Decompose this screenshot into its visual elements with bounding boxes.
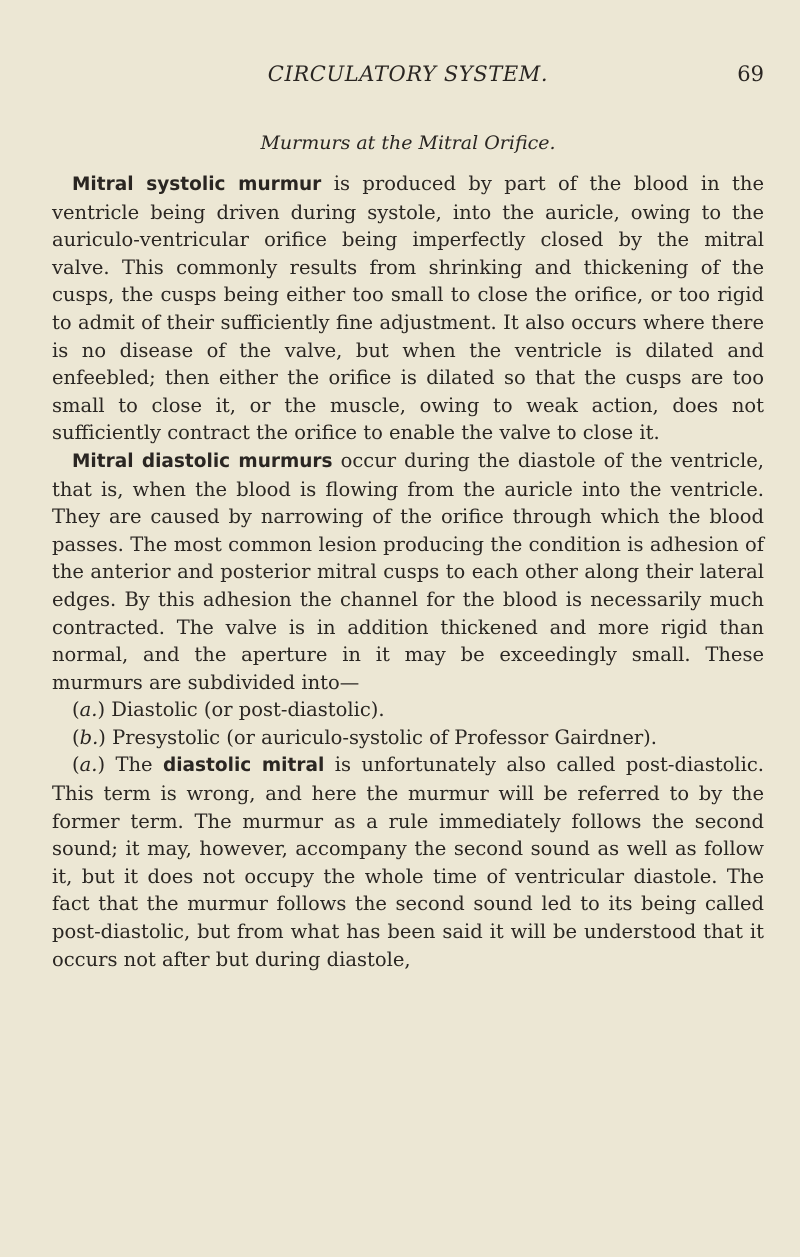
book-page	[52, 0, 764, 1257]
list-label-b: b.	[79, 725, 99, 749]
paragraph-mitral-diastolic	[52, 447, 764, 696]
section-heading: Murmurs at the Mitral Orifice.	[260, 132, 556, 154]
term-mitral-diastolic: Mitral diastolic murmurs	[72, 450, 333, 472]
paragraph-label-a: a.	[79, 753, 98, 777]
term-mitral-systolic: Mitral systolic murmur	[72, 174, 322, 195]
paragraph-text: occur during the diastole of the ventricle, that is, when the blood is flowing from the auricle into the ventricle. They are caused by narrowing of the orifice through which the blood passes. The most common lesion producing the condition is adhesion of the anterior and posterior mitral cusps to each other along their lateral edges. By this adhesion the channel for the blood is necessarily much contracted. The valve is in addition thickened and more rigid than normal, and the aperture in it may be exceedingly small. These murmurs are subdivided into—	[52, 448, 765, 694]
term-diastolic-mitral: diastolic mitral	[162, 755, 325, 777]
page-number: 69	[737, 62, 764, 86]
paragraph-text: is produced by part of the blood in the ventricle being driven during systole, into the auricle, owing to the auriculo-ventricular orifice being imperfectly closed by the mitral valve. This commonly results from shrinking and thickening of the cusps, the cusps being either too small to close the orifice, or too rigid to admit of their sufficiently fine adjustment. It also occurs where there is no disease of the valve, but when the ventricle is dilated and enfeebled; then either the orifice is dilated so that the cusps are too small to close it, or the muscle, owing to weak action, does not sufficiently contract the orifice to enable the valve to close it.	[52, 172, 764, 445]
body-text	[52, 170, 764, 973]
list-label-a: a.	[79, 698, 98, 722]
list-item-b: (b.) Presystolic (or auriculo-systolic of Professor Gairdner).	[72, 725, 657, 749]
paragraph-mitral-systolic	[52, 170, 764, 447]
running-header	[52, 62, 764, 92]
running-title: CIRCULATORY SYSTEM.	[267, 62, 549, 86]
paragraph-text: is unfortunately also called post-diastolic. This term is wrong, and here the murmur will be referred to by the former term. The murmur as a rule immediately follows the second sound; it may, however, accompany the second sound as well as follow it, but it does not occupy the whole time of ventricular diastole. The fact that the murmur follows the second sound led to its being called post-diastolic, but from what has been said it will be understood that it occurs not after but during diastole,	[52, 753, 764, 971]
list-item-a: (a.) Diastolic (or post-diastolic).	[72, 698, 385, 722]
list-item-text: Diastolic (or post-diastolic).	[105, 698, 385, 722]
list-item-text: Presystolic (or auriculo-systolic of Professor Gairdner).	[105, 725, 657, 749]
paragraph-diastolic-mitral: (a.) The diastolic mitral is unfortunately also called post-diastolic. This term is wrong, and here the murmur will be referred to by the former term. The murmur as a rule immediately follows the second sound; it may, however, accompany the second sound as well as follow it, but it does not occupy the whole time of ventricular diastole. The fact that the murmur follows the second sound led to its being called post-diastolic, but from what has been said it will be understood that it occurs not after but during diastole,	[52, 753, 764, 971]
